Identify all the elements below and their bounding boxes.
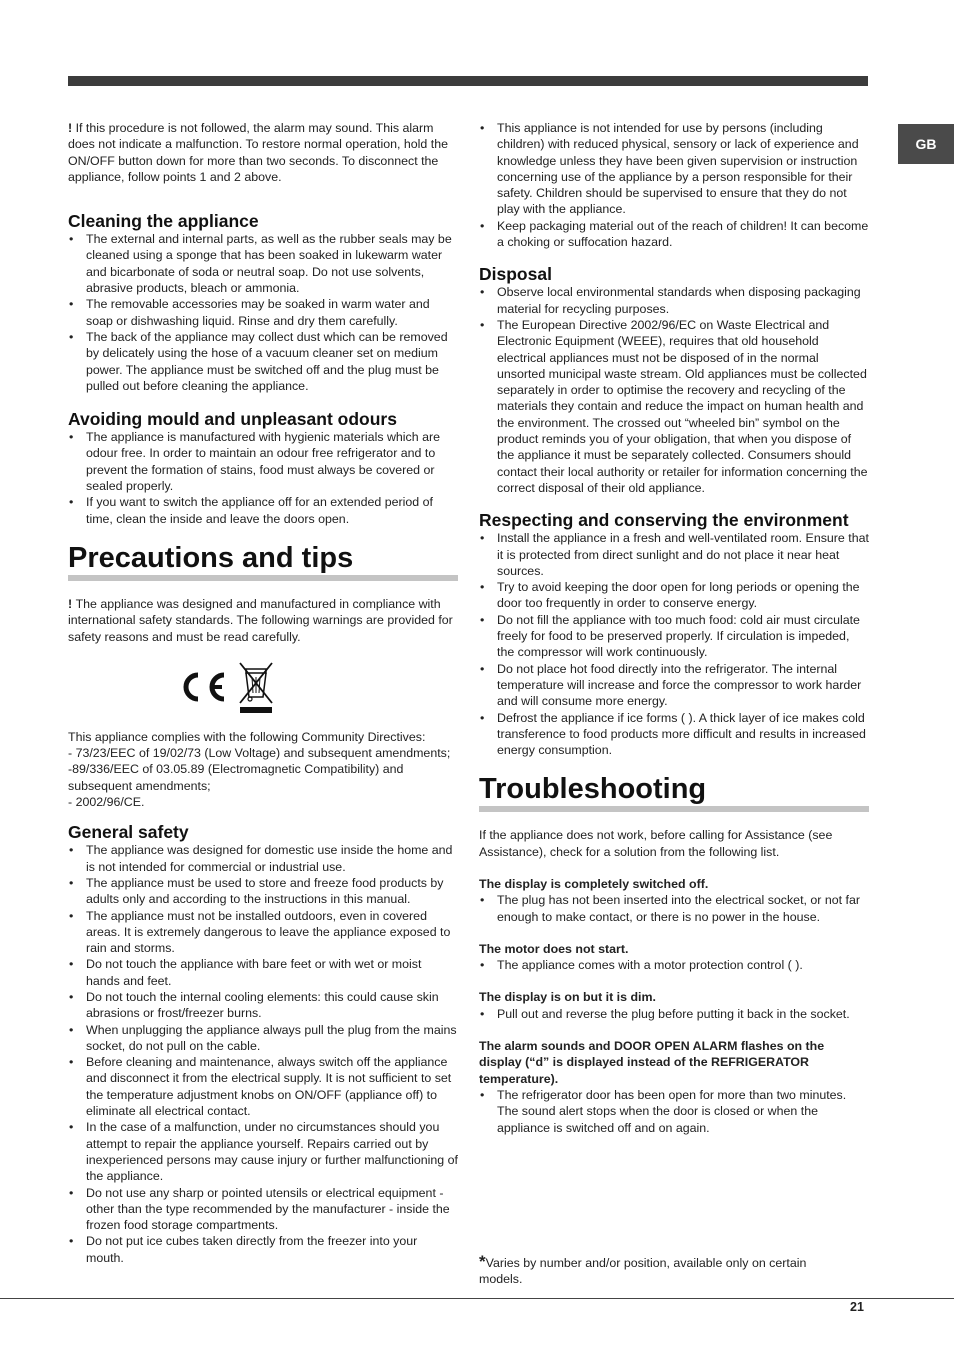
list-item: • Do not use any sharp or pointed utensils or electrical equipment - other than the type recommended by the manufacturer - inside the frozen food storage compartments.	[68, 1185, 458, 1234]
list-item: • The removable accessories may be soaked in warm water and soap or dishwashing liquid. Rinse and dry them carefully.	[68, 296, 458, 329]
list-item: • Do not put ice cubes taken directly from the freezer into your mouth.	[68, 1233, 458, 1266]
list-item: • Do not touch the appliance with bare feet or with wet or moist hands and feet.	[68, 956, 458, 989]
list-item: • Do not touch the internal cooling elements: this could cause skin abrasions or frost/freezer burns.	[68, 989, 458, 1022]
problem-question: The motor does not start.	[479, 941, 629, 956]
ce-mark-icon	[176, 667, 228, 707]
page-number: 21	[850, 1300, 864, 1314]
list-item: • The refrigerator door has been open for more than two minutes. The sound alert stops when the door is closed or when the appliance is switched off and on again.	[479, 1087, 869, 1136]
list-item: • Do not fill the appliance with too much food: cold air must circulate freely for food to be preserved properly. If circulation is impeded, the compressor will work continuously.	[479, 612, 869, 661]
mould-heading: Avoiding mould and unpleasant odours	[68, 409, 397, 430]
troubleshooting-title: Troubleshooting	[479, 772, 869, 812]
list-item: • Defrost the appliance if ice forms ( ). A thick layer of ice makes cold transference to food products more difficult and results in increased energy consumption.	[479, 710, 869, 759]
list-item: • Before cleaning and maintenance, always switch off the appliance and disconnect it from the electrical supply. It is not sufficient to set the temperature adjustment knobs on ON/OFF (appliance off) to eliminate all electrical contact.	[68, 1054, 458, 1119]
general-safety-list	[68, 842, 458, 1266]
list-item: • Try to avoid keeping the door open for long periods or opening the door too frequently in order to conserve energy.	[479, 579, 869, 612]
list-item: • When unplugging the appliance always pull the plug from the mains socket, do not pull on the cable.	[68, 1022, 458, 1055]
weee-bin-icon	[236, 659, 276, 715]
problem-question: The display is completely switched off.	[479, 876, 709, 891]
directive-line: -89/336/EEC of 03.05.89 (Electromagnetic Compatibility) and subsequent amendments;	[68, 762, 404, 793]
environment-heading: Respecting and conserving the environment	[479, 510, 849, 531]
warning-mark: !	[68, 596, 76, 611]
list-item: • Pull out and reverse the plug before putting it back in the socket.	[479, 1006, 869, 1022]
environment-list	[479, 530, 869, 758]
problem-question: The alarm sounds and DOOR OPEN ALARM flashes on the display (“d” is displayed instead of the REFRIGERATOR temperature).	[479, 1039, 825, 1086]
footnote-asterisk: *	[479, 1252, 486, 1271]
problem-answer-list	[479, 1006, 869, 1022]
safety-continued-list	[479, 120, 869, 250]
troubleshooting-intro: If the appliance does not work, before calling for Assistance (see Assistance), check for a solution from the following list.	[479, 828, 833, 859]
disposal-list	[479, 284, 869, 496]
general-safety-heading: General safety	[68, 822, 189, 843]
header-rule	[68, 76, 868, 86]
list-item: • The back of the appliance may collect dust which can be removed by delicately using the hose of a vacuum cleaner set on medium power. The appliance must be switched off and the plug must be pulled out before cleaning the appliance.	[68, 329, 458, 394]
list-item: • The appliance must be used to store and freeze food products by adults only and according to the instructions in this manual.	[68, 875, 458, 908]
mould-list	[68, 429, 458, 527]
list-item: • The appliance was designed for domestic use inside the home and is not intended for commercial or industrial use.	[68, 842, 458, 875]
footer-rule	[0, 1298, 954, 1299]
warning-mark: !	[68, 121, 76, 135]
list-item: • In the case of a malfunction, under no circumstances should you attempt to repair the appliance yourself. Repairs carried out by inexperienced persons may cause injury or further malfunctioning of the appliance.	[68, 1119, 458, 1184]
list-item: • The appliance must not be installed outdoors, even in covered areas. It is extremely dangerous to leave the appliance exposed to rain and storms.	[68, 908, 458, 957]
precautions-warning: ! The appliance was designed and manufactured in compliance with international safety standards. The following warnings are provided for safety reasons and must be read carefully.	[68, 596, 453, 644]
list-item: • Observe local environmental standards when disposing packaging material for recycling purposes.	[479, 284, 869, 317]
list-item: • If you want to switch the appliance off for an extended period of time, clean the inside and leave the doors open.	[68, 494, 458, 527]
list-item: • This appliance is not intended for use by persons (including children) with reduced physical, sensory or lack of experience and knowledge unless they have been given supervision or instruction concerning use of the appliance by a person responsible for their safety. Children should be supervised to ensure that they do not play with the appliance.	[479, 120, 869, 218]
right-column	[479, 120, 869, 1136]
list-item: • The external and internal parts, as well as the rubber seals may be cleaned using a sponge that has been soaked in lukewarm water and bicarbonate of soda or neutral soap. Do not use solvents, abrasive products, bleach or ammonia.	[68, 231, 458, 296]
list-item: • Install the appliance in a fresh and well-ventilated room. Ensure that it is protected from direct sunlight and do not place it near heat sources.	[479, 530, 869, 579]
language-tab: GB	[898, 124, 954, 164]
list-item: • The appliance comes with a motor protection control ( ).	[479, 957, 869, 973]
list-item: • The European Directive 2002/96/EC on Waste Electrical and Electronic Equipment (WEEE), requires that old household electrical appliances must not be disposed of in the normal unsorted municipal waste stream. Old appliances must be collected separately in order to optimise the recovery and recycling of the materials they contain and reduce the impact on human health and the environment. The crossed out “wheeled bin” symbol on the product reminds you of your obligation, that when you dispose of the appliance it must be separately collected. Consumers should contact their local authority or retailer for information concerning the correct disposal of their old appliance.	[479, 317, 869, 496]
footnote: *Varies by number and/or position, available only on certain models.	[479, 1252, 807, 1287]
problem-answer-list	[479, 1087, 869, 1136]
directive-line: This appliance complies with the following Community Directives:	[68, 729, 426, 744]
problem-question: The display is on but it is dim.	[479, 990, 656, 1005]
directive-line: - 73/23/EEC of 19/02/73 (Low Voltage) and subsequent amendments;	[68, 746, 451, 761]
list-item: • The appliance is manufactured with hygienic materials which are odour free. In order to maintain an odour free refrigerator and to prevent the formation of stains, food must always be covered or sealed properly.	[68, 429, 458, 494]
cleaning-heading: Cleaning the appliance	[68, 211, 259, 232]
left-column	[68, 120, 458, 1266]
directive-line: - 2002/96/CE.	[68, 795, 145, 810]
compliance-marks	[68, 645, 458, 729]
intro-warning: ! If this procedure is not followed, the alarm may sound. This alarm does not indicate a malfunction. To restore normal operation, hold the ON/OFF button down for more than two seconds. To disconnect the appliance, follow points 1 and 2 above.	[68, 121, 448, 184]
disposal-heading: Disposal	[479, 264, 552, 285]
list-item: • The plug has not been inserted into the electrical socket, or not far enough to make contact, or there is no power in the house.	[479, 892, 869, 925]
list-item: • Do not place hot food directly into the refrigerator. The internal temperature will increase and force the compressor to work harder and will consume more energy.	[479, 661, 869, 710]
list-item: • Keep packaging material out of the reach of children! It can become a choking or suffocation hazard.	[479, 218, 869, 251]
cleaning-list	[68, 231, 458, 394]
precautions-title: Precautions and tips	[68, 541, 458, 581]
problem-answer-list	[479, 892, 869, 925]
problem-answer-list	[479, 957, 869, 973]
